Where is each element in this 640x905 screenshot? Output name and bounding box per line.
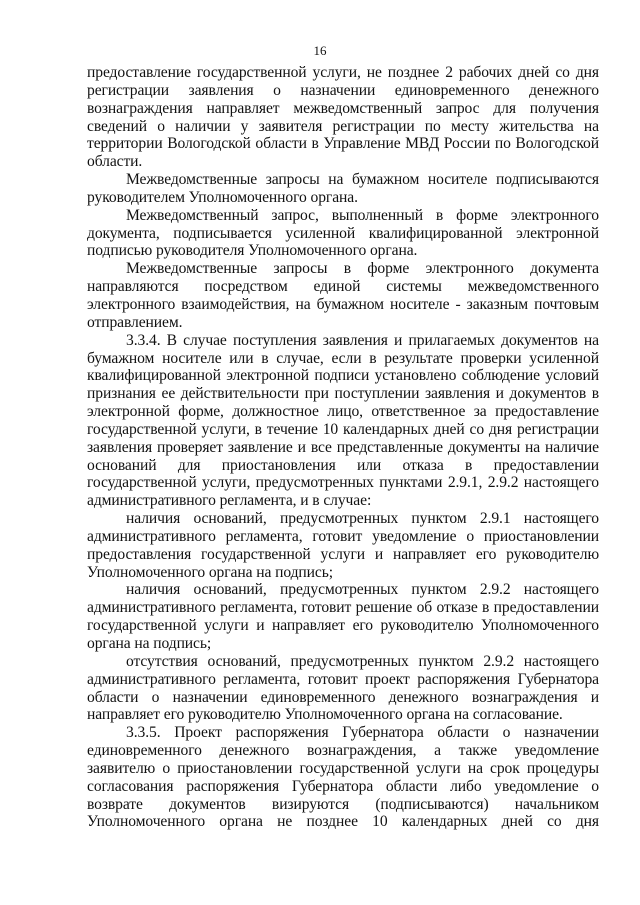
text-line: административного регламента, готовит проект распоряжения Губернатора [87,670,599,688]
text-line: Уполномоченного органа на подпись; [87,563,333,581]
text-line: области о назначении единовременного денежного вознаграждения и [87,688,599,706]
text-line: государственной услуги, в течение 10 календарных дней со дня регистрации [87,420,599,438]
text-line: сведений о наличии у заявителя регистрации по месту жительства на [87,117,599,135]
text-line: вознаграждения направляет межведомственный запрос для получения [87,99,599,117]
text-line: наличия оснований, предусмотренных пунктом 2.9.1 настоящего [126,510,599,528]
text-line: руководителем Уполномоченного органа. [87,188,358,206]
text-line: подписью руководителя Уполномоченного органа. [87,242,418,260]
text-line: оснований для приостановления или отказа в предоставлении [87,456,599,474]
text-line: заявителю о приостановлении государственной услуги на срок процедуры [87,759,599,777]
text-line: направляет его руководителю Уполномоченного органа на согласование. [87,706,563,724]
text-line: наличия оснований, предусмотренных пунктом 2.9.2 настоящего [126,581,599,599]
text-line: электронной форме, должностное лицо, ответственное за предоставление [87,403,599,421]
text-line: территории Вологодской области в Управление МВД России по Вологодской [87,135,599,153]
text-line: заявления проверяет заявление и все представленные документы на наличие [87,438,599,456]
text-line: единовременного денежного вознаграждения, а также уведомление [87,742,599,760]
text-line: квалифицированной электронной подписи установлено соблюдение условий [87,367,599,385]
text-line: 3.3.5. Проект распоряжения Губернатора области о назначении [126,724,599,742]
text-line: административного регламента, готовит уведомление о приостановлении [87,527,599,545]
text-line: государственной услуги и направляет его руководителю Уполномоченного [87,617,599,635]
text-line: Межведомственный запрос, выполненный в форме электронного [126,206,599,224]
text-line: предоставление государственной услуги, не позднее 2 рабочих дней со дня [87,64,599,81]
text-line: отсутствия оснований, предусмотренных пунктом 2.9.2 настоящего [126,652,599,670]
text-line: административного регламента, готовит решение об отказе в предоставлении [87,599,599,617]
text-line: предоставления государственной услуги и направляет его руководителю [87,545,599,563]
text-line: направляются посредством единой системы межведомственного [87,278,599,296]
text-line: отправлением. [87,313,183,331]
text-line: регистрации заявления о назначении единовременного денежного [87,81,599,99]
text-line: органа на подпись; [87,635,212,652]
text-line: области. [87,153,143,171]
text-line: государственной услуги, предусмотренных пунктами 2.9.1, 2.9.2 настоящего [87,474,599,492]
text-line: Уполномоченного органа не позднее 10 календарных дней со дня [87,813,599,831]
text-line: Межведомственные запросы в форме электронного документа [126,260,599,278]
text-line: бумажном носителе или в случае, если в результате проверки усиленной [87,349,599,367]
text-line: возврате документов визируются (подписываются) начальником [87,795,599,813]
text-line: согласования распоряжения Губернатора области либо уведомление о [87,777,599,795]
text-line: 3.3.4. В случае поступления заявления и прилагаемых документов на [126,331,599,349]
text-line: электронного взаимодействия, на бумажном носителе - заказным почтовым [87,295,599,313]
text-line: документа, подписывается усиленной квалифицированной электронной [87,224,599,242]
page-number: 16 [313,43,327,58]
text-line: административного регламента, и в случае: [87,492,372,510]
document-body [87,64,599,831]
text-line: Межведомственные запросы на бумажном носителе подписываются [126,171,599,189]
text-line: признания ее действительности при поступлении заявления и документов в [87,385,599,403]
